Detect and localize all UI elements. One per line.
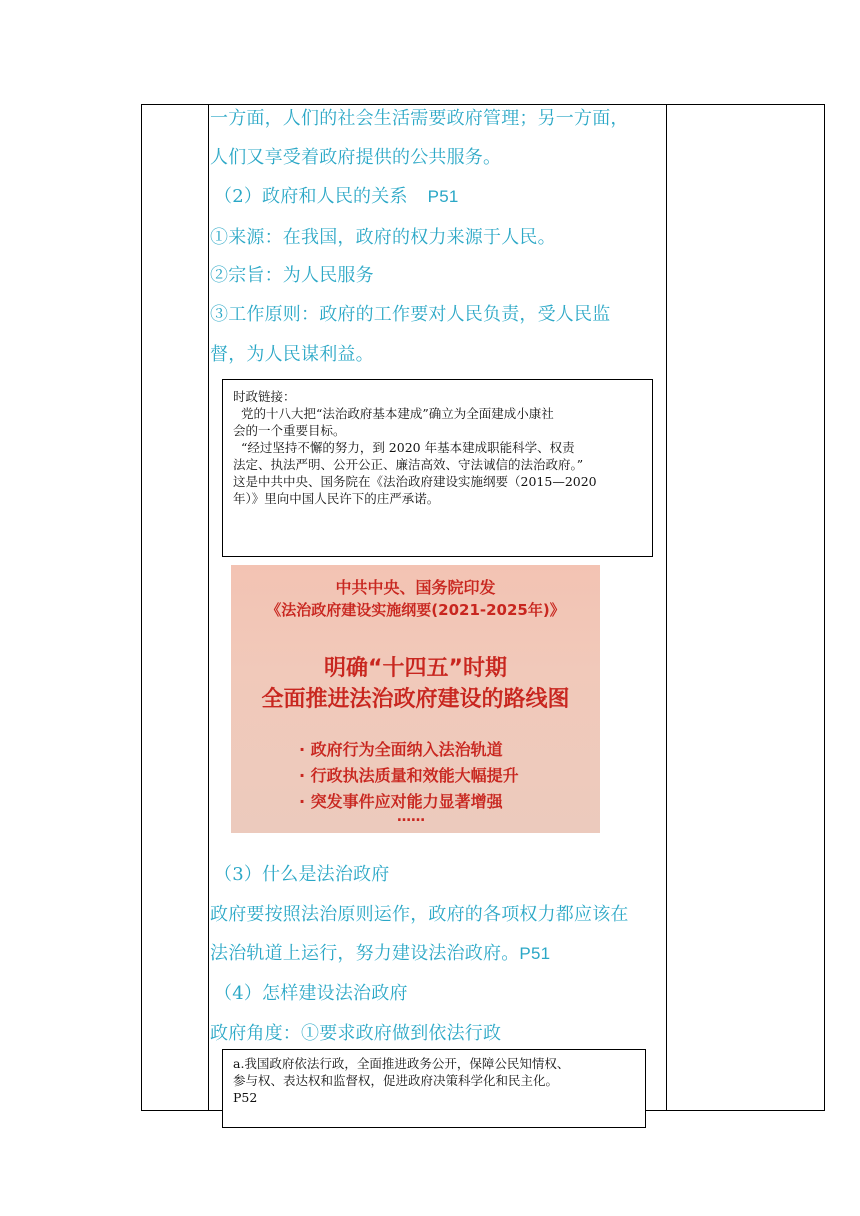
note-line: 参与权、表达权和监督权，促进政府决策科学化和民主化。 [233,1073,559,1088]
page-ref: P51 [427,187,459,206]
note-box [222,1049,646,1128]
note-line: P52 [233,1090,258,1105]
poster-bullet: · 突发事件应对能力显著增强 [299,792,503,811]
news-line: 党的十八大把“法治政府基本建成”确立为全面建成小康社 [233,406,554,421]
poster-bullet: · 政府行为全面纳入法治轨道 [299,740,503,759]
poster-ellipsis: …… [397,809,425,825]
section-heading-2 [214,177,674,217]
para-line-2: 人们又享受着政府提供的公共服务。 [210,147,502,168]
policy-poster-image [231,565,600,833]
news-link-box [222,379,653,557]
news-line: 会的一个重要目标。 [233,423,346,438]
para-line-principle: ③工作原则：政府的工作要对人民负责，受人民监 [210,304,611,325]
news-line: 这是中共中央、国务院在《法治政府建设实施纲要（2015—2020 [233,474,597,489]
section-heading-4: （4）怎样建设法治政府 [214,983,408,1004]
para-line-1: 一方面，人们的社会生活需要政府管理；另一方面， [210,108,629,129]
table-divider-left [208,104,209,1111]
para-text: 法治轨道上运行，努力建设法治政府。 [210,943,520,964]
para-line-rule-of-law: 政府要按照法治原则运作，政府的各项权力都应该在 [210,904,629,925]
poster-line-4: 全面推进法治政府建设的路线图 [261,687,570,712]
para-line-gov-angle: 政府角度：①要求政府做到依法行政 [210,1023,502,1044]
news-line: 年）》里向中国人民许下的庄严承诺。 [233,491,440,506]
para-line-rule-of-law-cont [210,934,670,974]
poster-bullet: · 行政执法质量和效能大幅提升 [299,766,519,785]
note-line: a.我国政府依法行政，全面推进政务公开，保障公民知情权、 [233,1056,570,1071]
poster-line-2: 《法治政府建设实施纲要(2021-2025年)》 [266,601,565,619]
poster-line-3: 明确“十四五”时期 [324,656,507,681]
poster-line-1: 中共中央、国务院印发 [335,578,496,597]
para-line-principle-cont: 督，为人民谋利益。 [210,344,374,365]
news-line: 法定、执法严明、公开公正、廉洁高效、守法诚信的法治政府。” [233,457,584,472]
news-line: 时政链接： [233,389,296,404]
heading-text: （2）政府和人民的关系 [214,186,408,207]
news-line: “经过坚持不懈的努力，到 2020 年基本建成职能科学、权责 [233,440,575,455]
page-ref: P51 [519,944,551,963]
para-line-purpose: ②宗旨：为人民服务 [210,265,374,286]
section-heading-3: （3）什么是法治政府 [214,864,390,885]
para-line-source: ①来源：在我国，政府的权力来源于人民。 [210,227,556,248]
